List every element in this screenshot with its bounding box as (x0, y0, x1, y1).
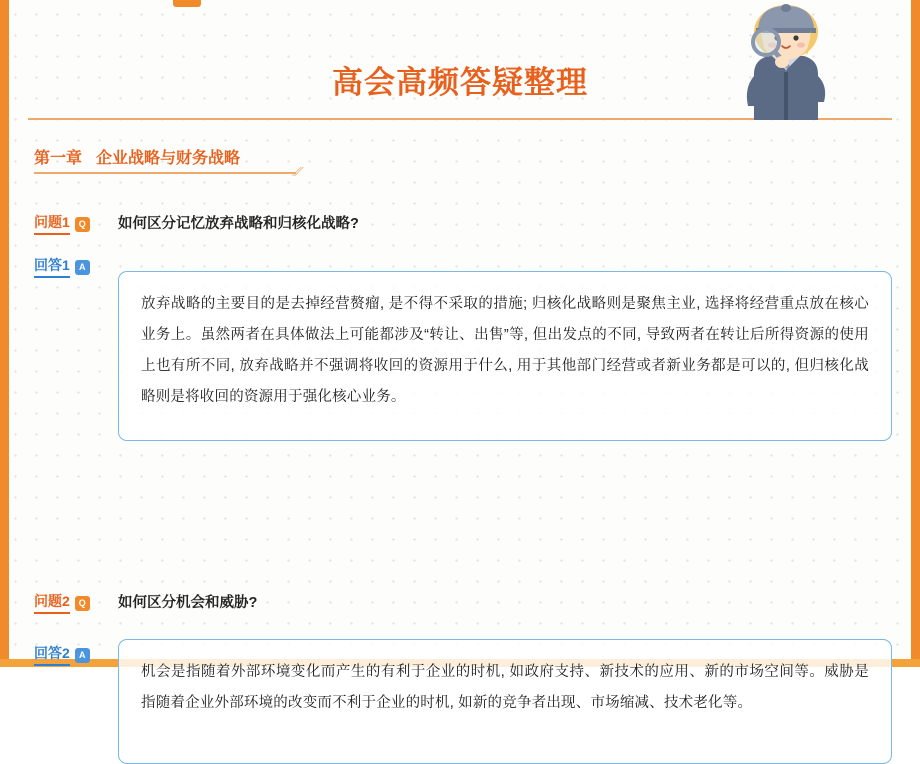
question-badge-icon: Q (75, 596, 90, 611)
chapter-heading (34, 145, 240, 168)
chapter-divider (34, 172, 296, 174)
answer-badge-icon: A (75, 260, 90, 275)
question-text: 如何区分记忆放弃战略和归核化战略? (118, 216, 359, 232)
chapter-divider-tail: ⁄⁄ (293, 164, 304, 179)
question-badge-icon: Q (75, 217, 90, 232)
question-label-row (34, 591, 90, 611)
question-text: 如何区分机会和威胁? (118, 595, 258, 611)
answer-label-text: 回答2 (34, 645, 70, 661)
question-label (34, 591, 70, 611)
document-header (0, 0, 920, 120)
answer-badge-icon: A (75, 648, 90, 663)
answer-box (118, 271, 892, 441)
question-label-underline (34, 612, 70, 614)
question-label-row (34, 212, 90, 232)
answer-text: 放弃战略的主要目的是去掉经营赘瘤, 是不得不采取的措施; 归核化战略则是聚焦主业, 选择将经营重点放在核心业务上。虽然两者在具体做法上可能都涉及“转让、出售”等, 但出发点的不同, 导致两者在转让后所得资源的使用上也有所不同, 放弃战略并不强调将收回的资源用于什么, 用于其他部门经营或者新业务都是可以的, 但归核化战略则是将收回的资源用于强化核心业务。 (141, 296, 869, 405)
question-label (34, 212, 70, 232)
answer-box (118, 639, 892, 764)
answer-label (34, 643, 70, 663)
answer-label-text: 回答1 (34, 257, 70, 273)
student-mascot-icon (730, 2, 842, 120)
answer-label-row (34, 255, 90, 275)
question-label-text: 问题2 (34, 593, 70, 609)
answer-label-underline (34, 276, 70, 278)
answer-label-underline (34, 664, 70, 666)
chapter-title: 企业战略与财务战略 (96, 150, 241, 167)
answer-text: 机会是指随着外部环境变化而产生的有利于企业的时机, 如政府支持、新技术的应用、新的市场空间等。威胁是指随着企业外部环境的改变而不利于企业的时机, 如新的竞争者出现、市场缩减、技术老化等。 (141, 664, 869, 711)
question-label-underline (34, 233, 70, 235)
answer-label-row (34, 643, 90, 663)
page-title: 高会高频答疑整理 (332, 65, 588, 100)
answer-label (34, 255, 70, 275)
chapter-number: 第一章 (34, 150, 83, 167)
question-label-text: 问题1 (34, 214, 70, 230)
